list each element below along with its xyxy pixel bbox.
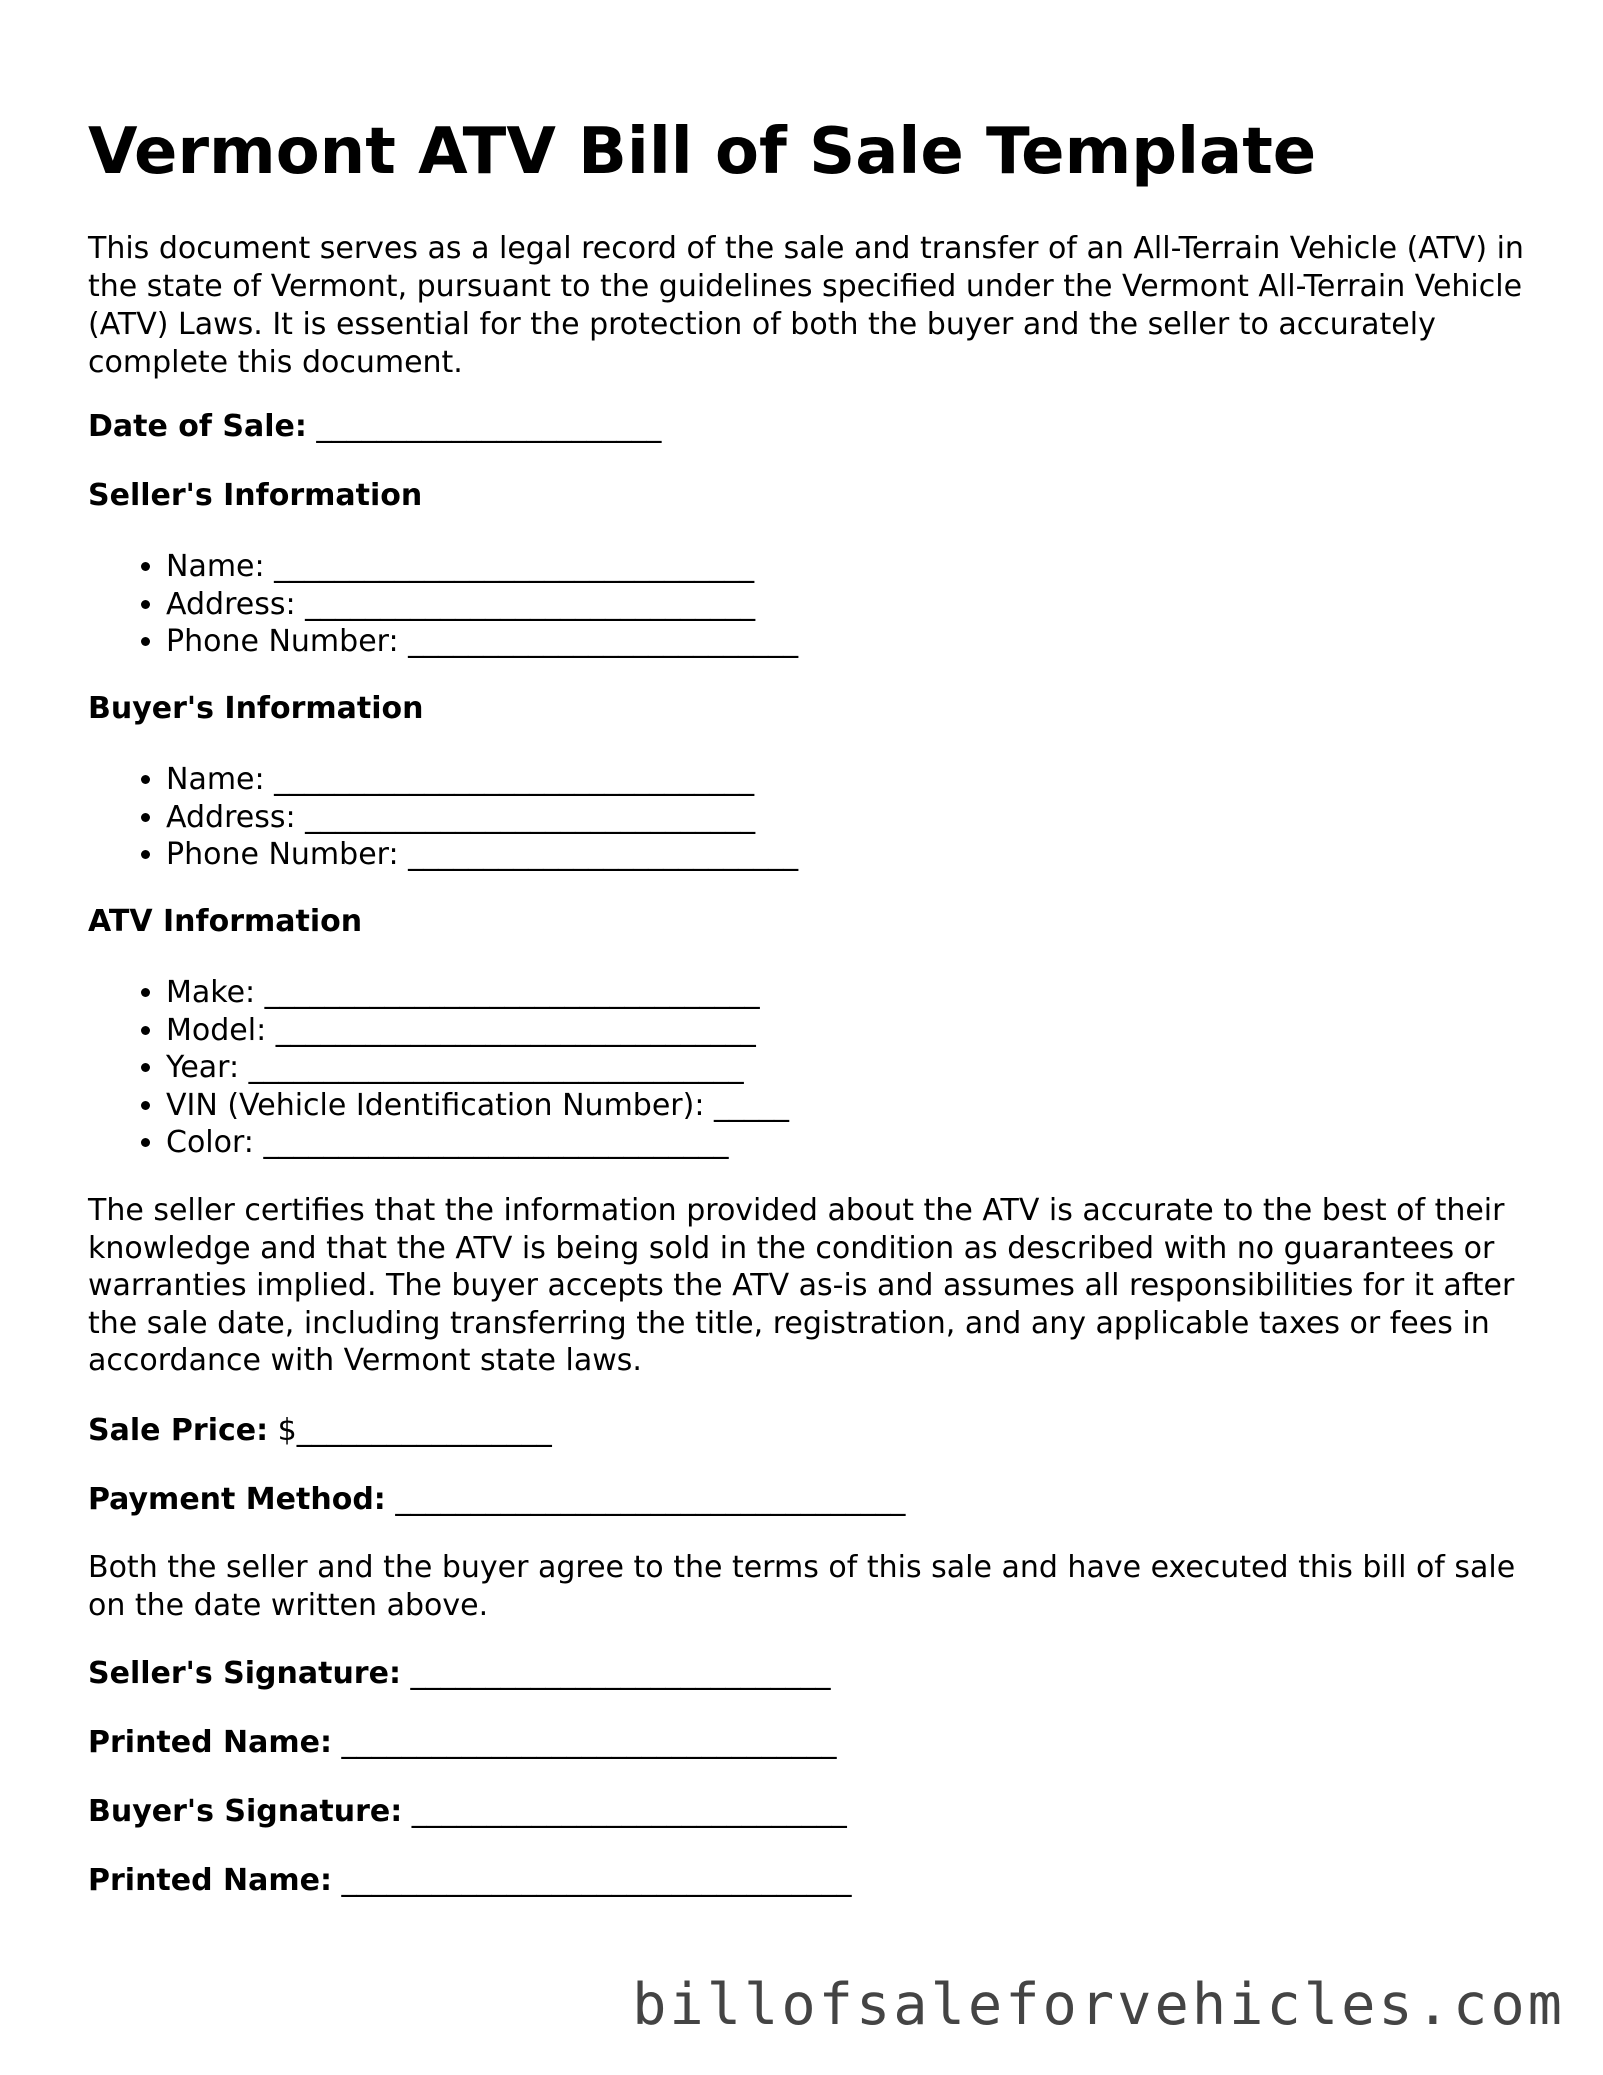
intro-paragraph: This document serves as a legal record of the sale and transfer of an All-Terrain Vehicle (ATV) in the state of Vermont, pursuant to the guidelines specified under the Vermont All-Terrain Vehicle (ATV) Laws. It is essential for the protection of both the buyer and the seller to accurately complete this document.	[88, 231, 1524, 380]
payment-method-blank[interactable]: __________________________________	[385, 1482, 906, 1517]
buyer-signature-label: Buyer's Signature:	[88, 1794, 403, 1829]
atv-model-field[interactable]: • Model: ________________________________	[166, 1012, 789, 1050]
buyer-printed-name-blank[interactable]: __________________________________	[331, 1863, 852, 1898]
buyer-printed-name-line	[88, 1862, 852, 1900]
atv-make-field[interactable]: • Make: _________________________________	[166, 974, 789, 1012]
date-of-sale-line	[88, 408, 661, 446]
buyer-phone-field[interactable]: • Phone Number: __________________________	[166, 836, 798, 874]
seller-address-field[interactable]: • Address: ______________________________	[166, 586, 798, 624]
payment-method-line	[88, 1481, 905, 1519]
buyer-printed-name-label: Printed Name:	[88, 1863, 332, 1898]
atv-vin-field[interactable]: • VIN (Vehicle Identification Number): _____	[166, 1087, 789, 1125]
atv-year-field[interactable]: • Year: _________________________________	[166, 1049, 789, 1087]
seller-info-heading: Seller's Information	[88, 478, 423, 513]
atv-info-list	[88, 974, 789, 1162]
seller-phone-field[interactable]: • Phone Number: __________________________	[166, 623, 798, 661]
seller-name-field[interactable]: • Name: ________________________________	[166, 548, 798, 586]
seller-printed-name-label: Printed Name:	[88, 1725, 332, 1760]
buyer-info-heading: Buyer's Information	[88, 691, 424, 726]
buyer-address-field[interactable]: • Address: ______________________________	[166, 799, 798, 837]
seller-signature-line	[88, 1655, 831, 1693]
buyer-name-field[interactable]: • Name: ________________________________	[166, 761, 798, 799]
seller-printed-name-blank[interactable]: _________________________________	[331, 1725, 837, 1760]
date-of-sale-label: Date of Sale:	[88, 409, 307, 444]
payment-method-label: Payment Method:	[88, 1482, 386, 1517]
agreement-paragraph: Both the seller and the buyer agree to the terms of this sale and have executed this bill of sale on the date written above.	[88, 1550, 1516, 1623]
buyer-signature-blank[interactable]: _____________________________	[402, 1794, 847, 1829]
seller-info-list	[88, 548, 798, 661]
seller-signature-label: Seller's Signature:	[88, 1656, 401, 1691]
sale-price-blank[interactable]: $_________________	[268, 1413, 552, 1448]
buyer-info-list	[88, 761, 798, 874]
buyer-signature-line	[88, 1793, 847, 1831]
sale-price-line	[88, 1412, 552, 1450]
date-of-sale-blank[interactable]: _______________________	[306, 409, 662, 444]
atv-color-field[interactable]: • Color: _______________________________	[166, 1124, 789, 1162]
atv-info-heading: ATV Information	[88, 904, 363, 939]
certification-paragraph: The seller certifies that the information provided about the ATV is accurate to the best of their knowledge and that the ATV is being sold in the condition as described with no guarantees or warranties implied. The buyer accepts the ATV as-is and assumes all responsibilities for it after the sale date, including transferring the title, registration, and any applicable taxes or fees in accordance with Vermont state laws.	[88, 1193, 1515, 1378]
seller-printed-name-line	[88, 1724, 837, 1762]
document-title: Vermont ATV Bill of Sale Template	[88, 115, 1317, 189]
website-watermark: billofsaleforvehicles.com	[632, 1972, 1565, 2038]
seller-signature-blank[interactable]: ____________________________	[400, 1656, 831, 1691]
sale-price-label: Sale Price:	[88, 1413, 269, 1448]
